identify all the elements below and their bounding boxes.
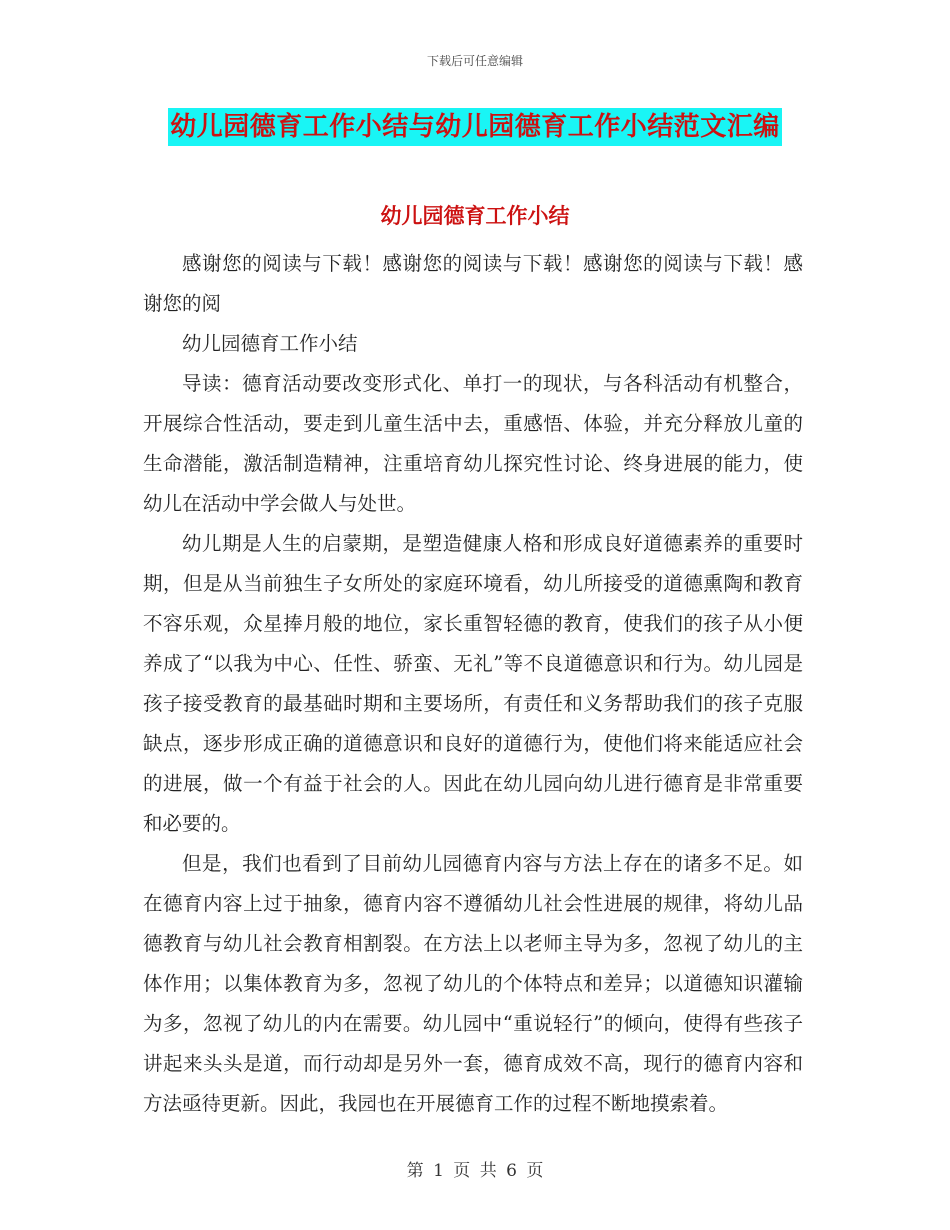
- section-title: 幼儿园德育工作小结: [380, 204, 570, 228]
- document-body: [143, 244, 803, 1124]
- page-number-footer: 第 1 页 共 6 页: [406, 1161, 544, 1181]
- page-header-note: 下载后可任意编辑: [426, 54, 523, 68]
- document-title: 幼儿园德育工作小结与幼儿园德育工作小结范文汇编: [168, 108, 782, 146]
- body-paragraph-importance: 幼儿期是人生的启蒙期，是塑造健康人格和形成良好道德素养的重要时期，但是从当前独生子女所处的家庭环境看，幼儿所接受的道德熏陶和教育不容乐观，众星捧月般的地位，家长重智轻德的教育，使我们的孩子从小便养成了“以我为中心、任性、骄蛮、无礼”等不良道德意识和行为。幼儿园是孩子接受教育的最基础时期和主要场所，有责任和义务帮助我们的孩子克服缺点，逐步形成正确的道德意识和良好的道德行为，使他们将来能适应社会的进展，做一个有益于社会的人。因此在幼儿园向幼儿进行德育是非常重要和必要的。: [143, 532, 803, 835]
- document-title-container: [0, 108, 950, 146]
- body-paragraph-intro: 导读：德育活动要改变形式化、单打一的现状，与各科活动有机整合，开展综合性活动，要走到儿童生活中去，重感悟、体验，并充分释放儿童的生命潜能，激活制造精神，注重培育幼儿探究性讨论、终身进展的能力，使幼儿在活动中学会做人与处世。: [143, 372, 803, 515]
- body-paragraph-thanks: 感谢您的阅读与下载！感谢您的阅读与下载！感谢您的阅读与下载！感谢您的阅: [143, 252, 803, 315]
- body-paragraph-problems: 但是，我们也看到了目前幼儿园德育内容与方法上存在的诸多不足。如在德育内容上过于抽象，德育内容不遵循幼儿社会性进展的规律，将幼儿品德教育与幼儿社会教育相割裂。在方法上以老师主导为多，忽视了幼儿的主体作用；以集体教育为多，忽视了幼儿的个体特点和差异；以道德知识灌输为多，忽视了幼儿的内在需要。幼儿园中“重说轻行”的倾向，使得有些孩子讲起来头头是道，而行动却是另外一套，德育成效不高，现行的德育内容和方法亟待更新。因此，我园也在开展德育工作的过程不断地摸索着。: [143, 852, 803, 1115]
- body-paragraph-subtitle: 幼儿园德育工作小结: [182, 332, 358, 355]
